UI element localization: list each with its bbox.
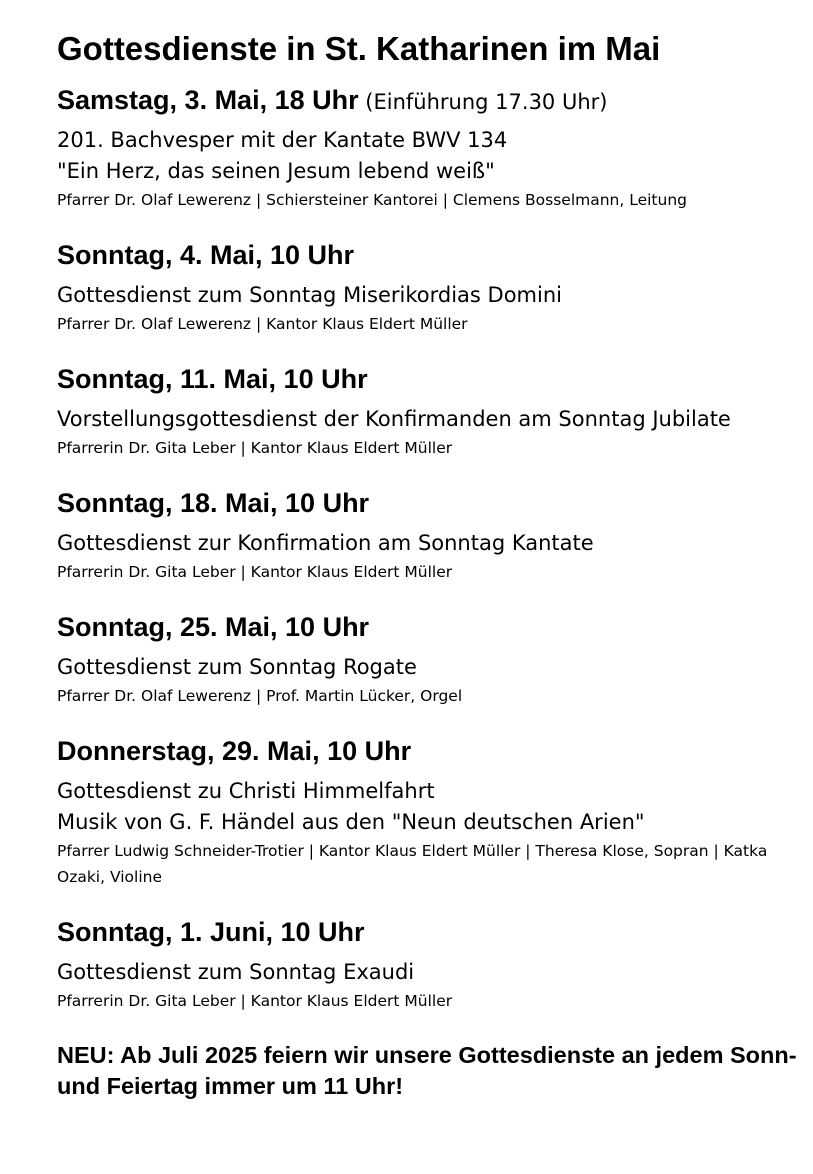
event-heading — [57, 916, 797, 957]
event-item — [57, 487, 797, 585]
event-title: 201. Bachvesper mit der Kantate BWV 134 — [57, 128, 508, 152]
event-heading — [57, 363, 797, 404]
event-heading — [57, 84, 797, 125]
event-item — [57, 916, 797, 1014]
page-title: Gottesdienste in St. Katharinen im Mai — [57, 30, 661, 67]
event-heading — [57, 239, 797, 280]
event-title: Vorstellungsgottesdienst der Konfirmanden am Sonntag Jubilate — [57, 407, 731, 431]
schedule-change-notice: NEU: Ab Juli 2025 feiern wir unsere Gottesdienste an jedem Sonn- und Feiertag immer um 11 Uhr! — [57, 1042, 797, 1099]
event-item — [57, 363, 797, 461]
service-schedule — [57, 28, 797, 1102]
event-item — [57, 735, 797, 890]
event-title: Gottesdienst zum Sonntag Miserikordias Domini — [57, 283, 562, 307]
event-note: (Einführung 17.30 Uhr) — [358, 90, 608, 114]
event-subtitle: "Ein Herz, das seinen Jesum lebend weiß" — [57, 159, 495, 183]
event-date: Sonntag, 1. Juni, 10 Uhr — [57, 917, 365, 947]
event-date: Sonntag, 11. Mai, 10 Uhr — [57, 364, 368, 394]
event-people: Pfarrer Ludwig Schneider-Trotier | Kantor Klaus Eldert Müller | Theresa Klose, Sopran | Katka Ozaki, Violine — [57, 842, 768, 886]
event-people: Pfarrer Dr. Olaf Lewerenz | Prof. Martin Lücker, Orgel — [57, 687, 463, 705]
event-heading — [57, 611, 797, 652]
event-title: Gottesdienst zur Konfirmation am Sonntag Kantate — [57, 531, 594, 555]
event-people: Pfarrer Dr. Olaf Lewerenz | Schiersteiner Kantorei | Clemens Bosselmann, Leitung — [57, 191, 687, 209]
event-title: Gottesdienst zum Sonntag Rogate — [57, 655, 417, 679]
event-item — [57, 84, 797, 213]
event-title: Gottesdienst zum Sonntag Exaudi — [57, 960, 415, 984]
event-title: Gottesdienst zu Christi Himmelfahrt — [57, 779, 435, 803]
event-date: Donnerstag, 29. Mai, 10 Uhr — [57, 736, 412, 766]
event-people: Pfarrerin Dr. Gita Leber | Kantor Klaus Eldert Müller — [57, 563, 453, 581]
event-people: Pfarrerin Dr. Gita Leber | Kantor Klaus Eldert Müller — [57, 992, 453, 1010]
event-subtitle: Musik von G. F. Händel aus den "Neun deutschen Arien" — [57, 810, 645, 834]
event-heading — [57, 487, 797, 528]
event-date: Sonntag, 4. Mai, 10 Uhr — [57, 240, 355, 270]
event-people: Pfarrerin Dr. Gita Leber | Kantor Klaus Eldert Müller — [57, 439, 453, 457]
event-people: Pfarrer Dr. Olaf Lewerenz | Kantor Klaus Eldert Müller — [57, 315, 468, 333]
event-date: Sonntag, 25. Mai, 10 Uhr — [57, 612, 370, 642]
event-heading — [57, 735, 797, 776]
event-date: Samstag, 3. Mai, 18 Uhr — [57, 85, 359, 115]
event-item — [57, 239, 797, 337]
event-date: Sonntag, 18. Mai, 10 Uhr — [57, 488, 370, 518]
event-item — [57, 611, 797, 709]
